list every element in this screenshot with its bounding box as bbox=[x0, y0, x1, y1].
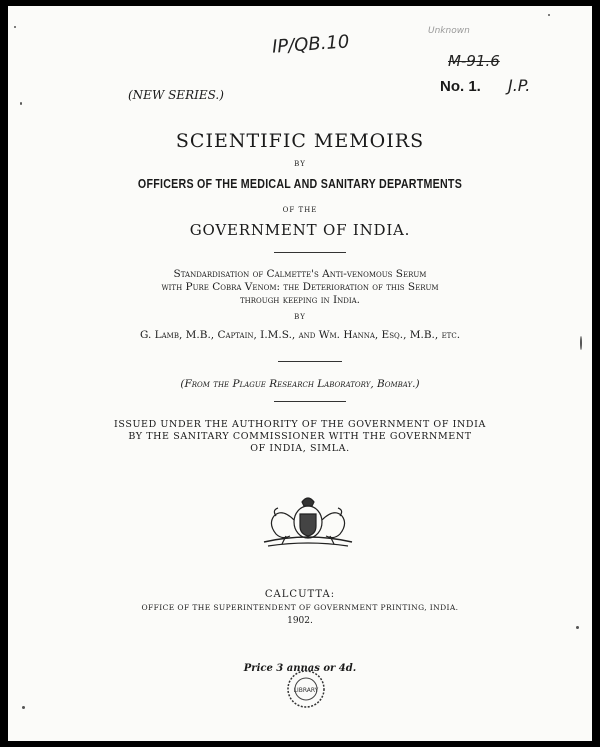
scan-speck bbox=[20, 102, 22, 105]
paper-title-line: Standardisation of Calmette's Anti-venomous Serum bbox=[173, 268, 427, 280]
officers-line: OFFICERS OF THE MEDICAL AND SANITARY DEPARTMENTS bbox=[137, 176, 463, 191]
imprint-office: OFFICE OF THE SUPERINTENDENT OF GOVERNMENT PRINTING, INDIA. bbox=[141, 603, 459, 612]
coat-of-arms-icon bbox=[258, 490, 358, 548]
document-page bbox=[8, 6, 592, 741]
scan-speck bbox=[576, 626, 579, 629]
price-line: Price 3 annas or 4d. bbox=[243, 663, 357, 674]
paper-title-line: through keeping in India. bbox=[240, 294, 360, 306]
issued-line: BY THE SANITARY COMMISSIONER WITH THE GOVERNMENT bbox=[128, 431, 472, 442]
paper-title bbox=[8, 268, 592, 307]
imprint-city: CALCUTTA: bbox=[264, 589, 336, 600]
series-label: (NEW SERIES.) bbox=[128, 88, 224, 102]
memoir-number: No. 1. bbox=[440, 78, 481, 95]
imprint-year: 1902. bbox=[287, 616, 313, 626]
authors-line: G. Lamb, M.B., Captain, I.M.S., and Wm. Hanna, Esq., M.B., etc. bbox=[139, 329, 461, 341]
divider-rule bbox=[278, 361, 342, 362]
by-label: BY bbox=[294, 313, 306, 321]
handwritten-initials: J.P. bbox=[508, 76, 531, 95]
issued-line: OF INDIA, SIMLA. bbox=[250, 443, 350, 454]
scan-speck bbox=[548, 14, 550, 16]
page-title: SCIENTIFIC MEMOIRS bbox=[175, 130, 425, 152]
by-label: BY bbox=[294, 160, 306, 168]
scan-speck bbox=[22, 706, 25, 709]
struck-reference-number: M-91.6 bbox=[448, 52, 500, 70]
handwritten-catalog-number: IP/QB.10 bbox=[271, 31, 351, 58]
source-laboratory: (From the Plague Research Laboratory, Bombay.) bbox=[180, 378, 420, 390]
issued-line: ISSUED UNDER THE AUTHORITY OF THE GOVERNMENT OF INDIA bbox=[114, 419, 486, 430]
divider-rule bbox=[274, 252, 346, 253]
divider-rule bbox=[274, 401, 346, 402]
faint-handwritten-note: Unknown bbox=[428, 26, 470, 36]
issued-authority bbox=[8, 419, 592, 455]
government-line: GOVERNMENT OF INDIA. bbox=[189, 221, 411, 239]
stamp-text: LIBRARY bbox=[293, 687, 319, 694]
paper-title-line: with Pure Cobra Venom: the Deterioration of this Serum bbox=[161, 281, 439, 293]
of-the-label: OF THE bbox=[282, 206, 318, 214]
scan-speck bbox=[14, 26, 16, 28]
library-stamp-icon bbox=[286, 669, 326, 709]
